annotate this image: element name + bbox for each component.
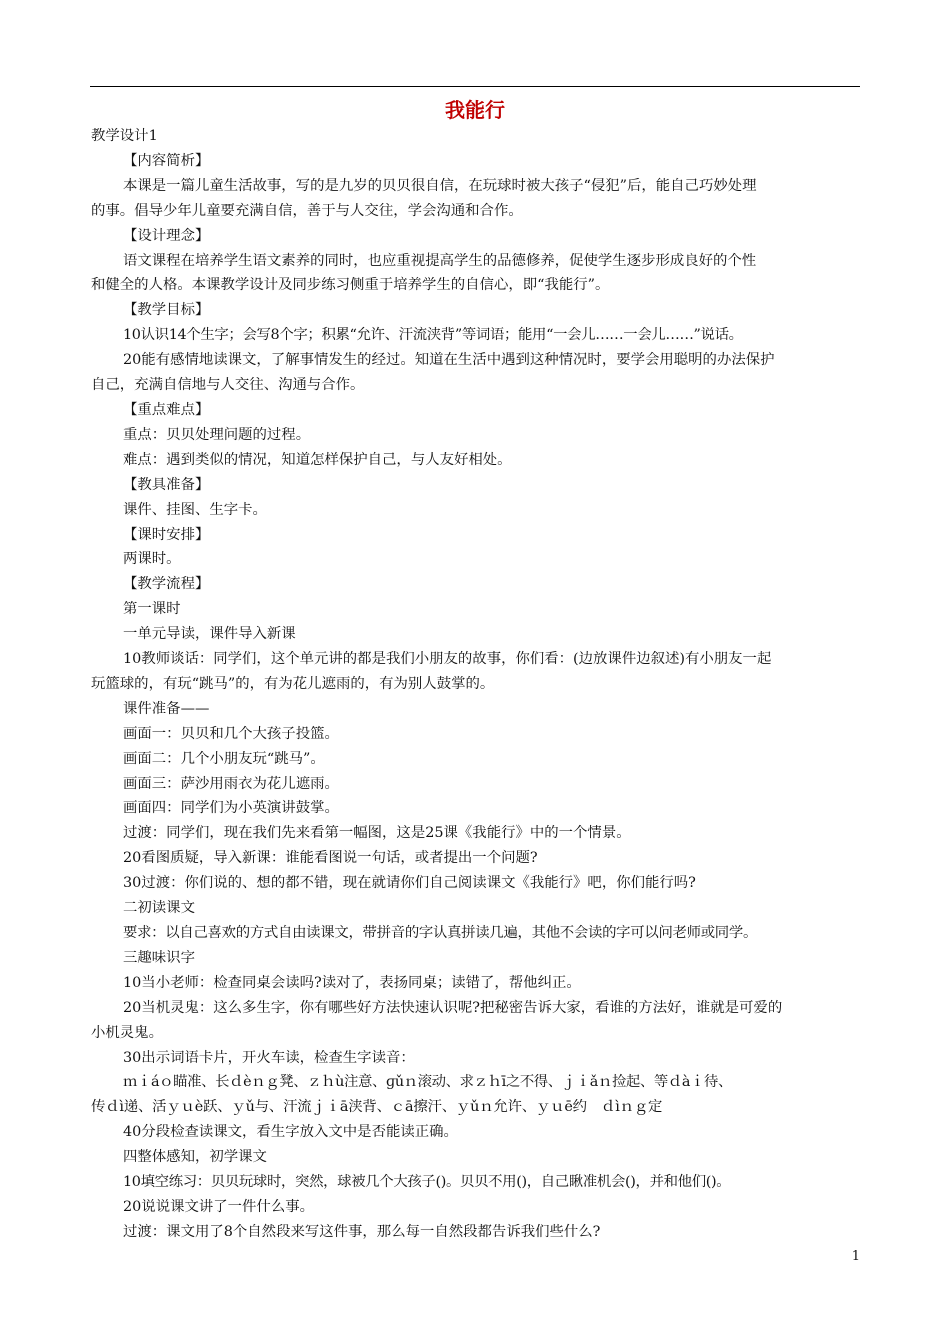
paragraph-line: 画面四：同学们为小英演讲鼓掌。 [123, 800, 339, 817]
heading-content-analysis: 【内容简析】 [123, 152, 210, 169]
document-body [91, 124, 861, 1245]
page-number: 1 [851, 1249, 860, 1264]
paragraph-line: 10填空练习：贝贝玩球时，突然，球被几个大孩子()。贝贝不用()，自己瞅准机会()，并和他们()。 [123, 1174, 731, 1191]
paragraph-line: 本课是一篇儿童生活故事，写的是九岁的贝贝很自信，在玩球时被大孩子“侵犯”后，能自己巧妙处理 [123, 177, 757, 194]
heading-teaching-process: 【教学流程】 [123, 576, 210, 593]
header-rule [90, 86, 860, 87]
paragraph-line: 画面一：贝贝和几个大孩子投篮。 [123, 725, 339, 742]
paragraph-line: 40分段检查读课文，看生字放入文中是否能读正确。 [123, 1124, 458, 1141]
paragraph-line: 过渡：同学们，现在我们先来看第一幅图，这是25课《我能行》中的一个情景。 [123, 825, 631, 842]
paragraph-line: 画面三：萨沙用雨衣为花儿遮雨。 [123, 775, 339, 792]
paragraph-line: 小机灵鬼。 [91, 1024, 163, 1041]
paragraph-line: 20看图质疑，导入新课：谁能看图说一句话，或者提出一个问题? [123, 850, 538, 867]
paragraph-line: 要求：以自己喜欢的方式自由读课文，带拼音的字认真拼读几遍，其他不会读的字可以问老师或同学。 [123, 925, 758, 941]
subheading-first-lesson: 第一课时 [123, 601, 181, 618]
paragraph-line: 过渡：课文用了8个自然段来写这件事，那么每一自然段都告诉我们些什么? [123, 1223, 601, 1240]
paragraph-line: 30出示词语卡片，开火车读，检查生字读音： [123, 1049, 415, 1066]
paragraph-line: 10认识14个生字；会写8个字；积累“允许、汗流浃背”等词语；能用“一会儿……一会儿……”说话。 [123, 327, 743, 344]
paragraph-line: 课件、挂图、生字卡。 [123, 501, 267, 518]
pinyin-line: ｍｉáｏ瞄准、长ｄèｎｇ凳、ｚｈù注意、ɡǔｎ滚动、求ｚｈī之不得、ｊｉǎｎ捡起、等ｄàｉ待、 [123, 1074, 733, 1091]
section-label: 教学设计1 [91, 128, 158, 144]
paragraph-line: 30过渡：你们说的、想的都不错，现在就请你们自己阅读课文《我能行》吧，你们能行吗? [123, 875, 696, 892]
paragraph-line: 的事。倡导少年儿童要充满自信，善于与人交往，学会沟通和合作。 [91, 202, 523, 219]
paragraph-line: 自己，充满自信地与人交往、沟通与合作。 [91, 377, 365, 394]
heading-schedule: 【课时安排】 [123, 526, 210, 543]
paragraph-line: 20当机灵鬼：这么多生字，你有哪些好方法快速认识呢?把秘密告诉大家，看谁的方法好，谁就是可爱的 [123, 999, 783, 1016]
heading-teaching-goals: 【教学目标】 [123, 302, 210, 319]
subheading-overall-perception: 四整体感知，初学课文 [123, 1149, 267, 1166]
paragraph-line: 语文课程在培养学生语文素养的同时，也应重视提高学生的品德修养，促使学生逐步形成良好的个性 [123, 252, 757, 269]
paragraph-line: 20能有感情地读课文，了解事情发生的经过。知道在生活中遇到这种情况时，要学会用聪明的办法保护 [123, 352, 775, 369]
heading-design-concept: 【设计理念】 [123, 227, 210, 244]
paragraph-line: 难点：遇到类似的情况，知道怎样保护自己，与人友好相处。 [123, 451, 512, 468]
paragraph-line: 一单元导读，课件导入新课 [123, 626, 296, 643]
paragraph-line: 10当小老师：检查同桌会读吗?读对了，表扬同桌；读错了，帮他纠正。 [123, 974, 581, 991]
paragraph-line: 20说说课文讲了一件什么事。 [123, 1198, 314, 1215]
heading-teaching-aids: 【教具准备】 [123, 476, 210, 493]
paragraph-line: 和健全的人格。本课教学设计及同步练习侧重于培养学生的自信心，即“我能行”。 [91, 277, 610, 294]
paragraph-line: 两课时。 [123, 551, 181, 568]
paragraph-line: 重点：贝贝处理问题的过程。 [123, 426, 311, 443]
pinyin-line: 传ｄì递、活ｙｕè跃、ｙǔ与、汗流ｊｉā浃背、ｃā擦汗、ｙǔｎ允许、ｙｕē约 ｄìｎｇ定 [91, 1099, 663, 1116]
subheading-first-reading: 二初读课文 [123, 900, 195, 917]
heading-key-points: 【重点难点】 [123, 401, 210, 418]
paragraph-line: 画面二：几个小朋友玩“跳马”。 [123, 750, 325, 767]
paragraph-line: 玩篮球的，有玩“跳马”的，有为花儿遮雨的，有为别人鼓掌的。 [91, 675, 495, 692]
paragraph-line: 课件准备—— [123, 700, 210, 717]
paragraph-line: 10教师谈话：同学们，这个单元讲的都是我们小朋友的故事，你们看：(边放课件边叙述)有小朋友一起 [123, 651, 772, 668]
subheading-fun-literacy: 三趣味识字 [123, 949, 195, 966]
document-title: 我能行 [445, 98, 505, 122]
